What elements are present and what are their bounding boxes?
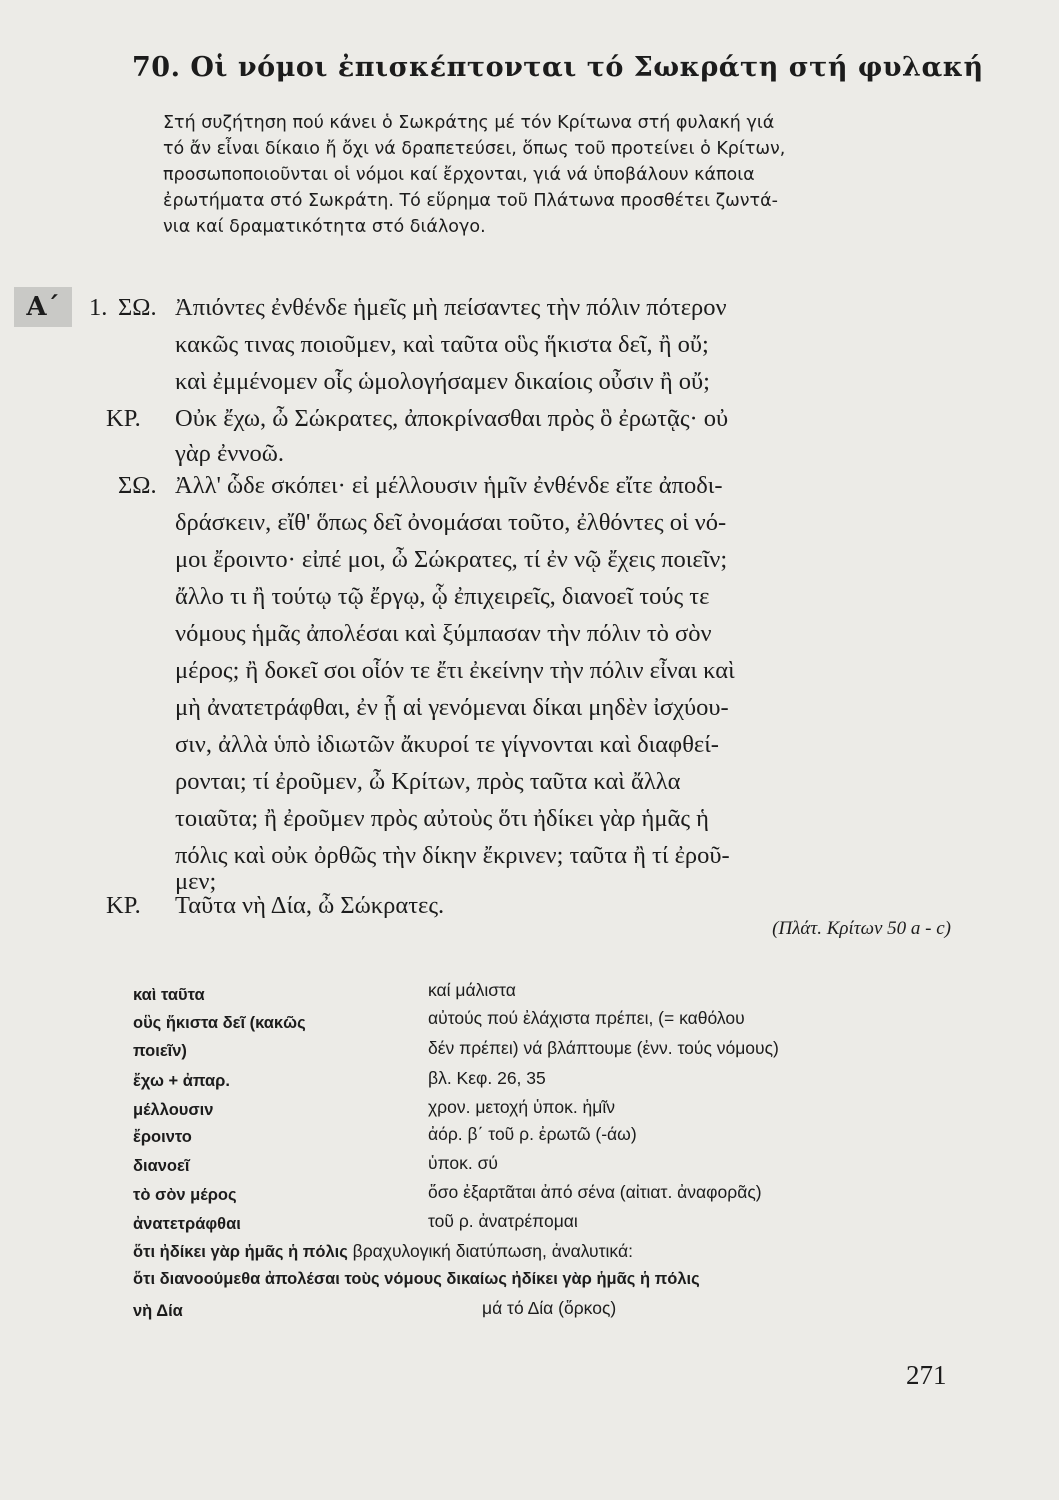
dialogue-line: κακῶς τινας ποιοῦμεν, καὶ ταῦτα οὓς ἥκιστα δεῖ, ἢ οὔ; [175,331,709,358]
dialogue-line: μέρος; ἢ δοκεῖ σοι οἷόν τε ἔτι ἐκείνην τὴν πόλιν εἶναι καὶ [175,657,735,684]
dialogue-line: μεν; [175,868,217,895]
intro-line: Στή συζήτηση πού κάνει ὁ Σωκράτης μέ τόν Κρίτωνα στή φυλακή γιά [163,113,775,133]
dialogue-line: δράσκειν, εἴθ' ὅπως δεῖ ὀνομάσαι τοῦτο, ἐλθόντες οἱ νό- [175,509,727,536]
dialogue-line: σιν, ἀλλὰ ὑπὸ ἰδιωτῶν ἄκυροί τε γίγνονται καὶ διαφθεί- [175,731,719,758]
dialogue-line: καὶ ἐμμένομεν οἷς ὡμολογήσαμεν δικαίοις οὖσιν ἢ οὔ; [175,368,710,395]
speaker-socrates: ΣΩ. [118,294,157,321]
gloss-definition: βλ. Κεφ. 26, 35 [428,1068,546,1088]
dialogue-line: μοι ἔροιντο· εἰπέ μοι, ὦ Σώκρατες, τί ἐν νῷ ἔχεις ποιεῖν; [175,546,728,573]
intro-line: ἐρωτήματα στό Σωκράτη. Τό εὕρημα τοῦ Πλάτωνα προσθέτει ζωντά- [163,191,778,211]
gloss-term: μέλλουσιν [133,1101,214,1119]
dialogue-line: Ἀπιόντες ἐνθένδε ἡμεῖς μὴ πείσαντες τὴν πόλιν πότερον [175,294,727,321]
intro-paragraph [163,110,958,240]
intro-line: τό ἄν εἶναι δίκαιο ἤ ὄχι νά δραπετεύσει, ὅπως τοῦ προτείνει ὁ Κρίτων, [163,139,786,159]
gloss-term: νὴ Δία [133,1302,183,1320]
intro-line: προσωποποιοῦνται οἱ νόμοι καί ἔρχονται, γιά νά ὑποβάλουν κάποια [163,165,755,185]
dialogue-line: νόμους ἡμᾶς ἀπολέσαι καὶ ξύμπασαν τὴν πόλιν τὸ σὸν [175,620,712,647]
gloss-term: οὓς ἥκιστα δεῖ (κακῶς [133,1014,306,1032]
gloss-expansion: ὅτι διανοούμεθα ἀπολέσαι τοὺς νόμους δικαίως ἠδίκει γὰρ ἡμᾶς ἡ πόλις [133,1270,700,1288]
dialogue-line: τοιαῦτα; ἢ ἐροῦμεν πρὸς αὐτοὺς ὅτι ἠδίκει γὰρ ἡμᾶς ἡ [175,805,709,832]
source-citation: (Πλάτ. Κρίτων 50 a - c) [772,918,951,939]
section-marker: Α΄ [14,287,72,327]
page-number: 271 [906,1360,947,1390]
gloss-definition: χρον. μετοχή ὑποκ. ἡμῖν [428,1097,615,1117]
gloss-term: ἔροιντο [133,1128,192,1146]
gloss-definition: μά τό Δία (ὅρκος) [482,1298,617,1318]
line-number: 1. [89,294,108,321]
dialogue-line: Ταῦτα νὴ Δία, ὦ Σώκρατες. [175,892,445,919]
dialogue-line: μὴ ἀνατετράφθαι, ἐν ᾗ αἱ γενόμεναι δίκαι μηδὲν ἰσχύου- [175,694,729,721]
gloss-term: ἀνατετράφθαι [133,1215,241,1233]
dialogue-line: πόλις καὶ οὐκ ὀρθῶς τὴν δίκην ἔκρινεν; ταῦτα ἢ τί ἐροῦ- [175,842,730,869]
gloss-term: ἔχω + ἀπαρ. [133,1072,230,1090]
intro-line: νια καί δραματικότητα στό διάλογο. [163,217,486,237]
gloss-term: ποιεῖν) [133,1042,187,1060]
gloss-term: τὸ σὸν μέρος [133,1186,237,1204]
speaker-crito: ΚΡ. [106,405,141,432]
dialogue-line: ρονται; τί ἐροῦμεν, ὦ Κρίτων, πρὸς ταῦτα καὶ ἄλλα [175,768,681,795]
chapter-title: 70. Οἱ νόμοι ἐπισκέπτονται τό Σωκράτη στή φυλακή [132,52,984,83]
dialogue-line: Ἀλλ' ὧδε σκόπει· εἰ μέλλουσιν ἡμῖν ἐνθένδε εἴτε ἀποδι- [175,472,723,499]
gloss-definition: ὅσο ἐξαρτᾶται ἀπό σένα (αἰτιατ. ἀναφορᾶς) [428,1182,762,1202]
dialogue-line: ἄλλο τι ἢ τούτῳ τῷ ἔργῳ, ᾧ ἐπιχειρεῖς, διανοεῖ τούς τε [175,583,710,610]
gloss-definition: δέν πρέπει) νά βλάπτουμε (ἐνν. τούς νόμους) [428,1038,779,1058]
gloss-term: ὅτι ἠδίκει γὰρ ἡμᾶς ἡ πόλις [133,1243,348,1261]
gloss-definition: ὑποκ. σύ [428,1153,498,1173]
gloss-definition: βραχυλογική διατύπωση, ἀναλυτικά: [347,1241,633,1261]
speaker-crito: ΚΡ. [106,892,141,919]
dialogue-line: Οὐκ ἔχω, ὦ Σώκρατες, ἀποκρίνασθαι πρὸς ὃ ἐρωτᾷς· οὐ [175,405,729,432]
gloss-entry-brachylogy [133,1241,633,1262]
speaker-socrates: ΣΩ. [118,472,157,499]
dialogue-line: γὰρ ἐννοῶ. [175,440,284,467]
gloss-definition: ἀόρ. β΄ τοῦ ρ. ἐρωτῶ (-άω) [428,1124,637,1144]
gloss-definition: τοῦ ρ. ἀνατρέπομαι [428,1211,578,1231]
gloss-definition: αὐτούς πού ἐλάχιστα πρέπει, (= καθόλου [428,1008,745,1028]
gloss-term: καὶ ταῦτα [133,986,205,1004]
gloss-definition: καί μάλιστα [428,980,516,1000]
gloss-term: διανοεῖ [133,1157,190,1175]
